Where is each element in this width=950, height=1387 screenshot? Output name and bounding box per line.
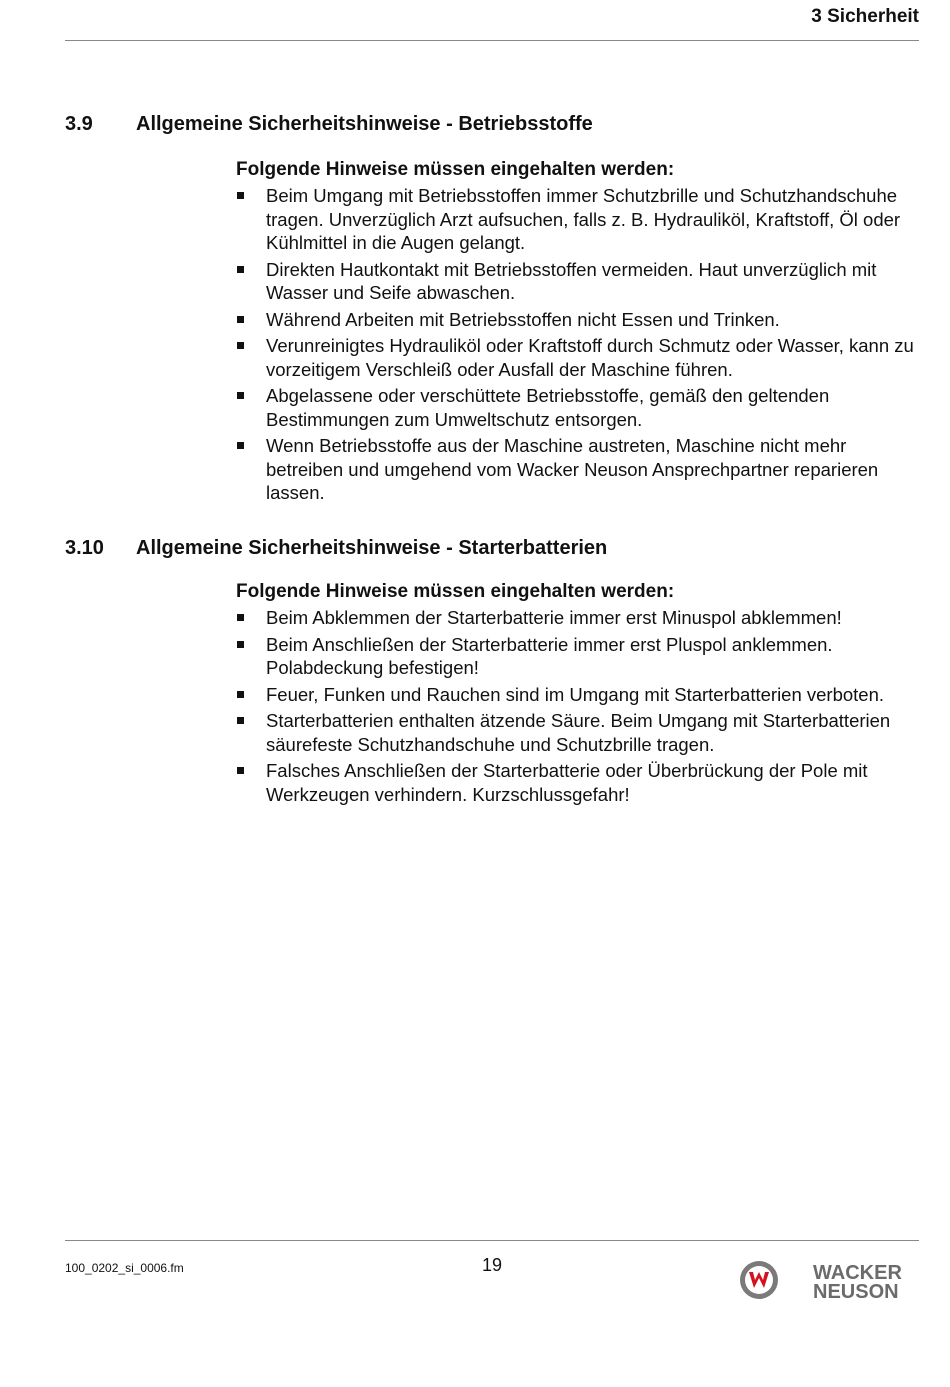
list-item: Falsches Anschließen der Starterbatterie oder Überbrückung der Pole mit Werkzeugen verhindern. Kurzschlussgefahr! xyxy=(236,759,919,806)
section-title: Allgemeine Sicherheitshinweise - Betriebsstoffe xyxy=(136,113,593,135)
logo-graphic xyxy=(738,1258,920,1302)
list-item: Während Arbeiten mit Betriebsstoffen nicht Essen und Trinken. xyxy=(236,308,919,332)
bullet-icon xyxy=(237,442,244,449)
instruction-list xyxy=(236,184,919,505)
source-filename: 100_0202_si_0006.fm xyxy=(65,1261,184,1275)
list-item: Beim Anschließen der Starterbatterie immer erst Pluspol anklemmen. Polabdeckung befestigen! xyxy=(236,633,919,680)
logo-ring-inner xyxy=(745,1266,773,1294)
section-intro: Folgende Hinweise müssen eingehalten werden: xyxy=(236,581,675,602)
wacker-neuson-logo xyxy=(738,1258,920,1302)
header-divider xyxy=(65,40,919,41)
section-heading xyxy=(65,537,919,560)
bullet-icon xyxy=(237,316,244,323)
list-item: Wenn Betriebsstoffe aus der Maschine austreten, Maschine nicht mehr betreiben und umgehend vom Wacker Neuson Ansprechpartner reparieren lassen. xyxy=(236,434,919,505)
list-item: Abgelassene oder verschüttete Betriebsstoffe, gemäß den geltenden Bestimmungen zum Umweltschutz entsorgen. xyxy=(236,384,919,431)
footer-divider xyxy=(65,1240,919,1241)
section-intro: Folgende Hinweise müssen eingehalten werden: xyxy=(236,159,675,180)
bullet-icon xyxy=(237,614,244,621)
list-item: Beim Abklemmen der Starterbatterie immer erst Minuspol abklemmen! xyxy=(236,606,919,630)
chapter-title: 3 Sicherheit xyxy=(811,6,919,27)
bullet-icon xyxy=(237,641,244,648)
section-number: 3.10 xyxy=(65,537,104,559)
bullet-icon xyxy=(237,192,244,199)
list-item: Verunreinigtes Hydrauliköl oder Kraftstoff durch Schmutz oder Wasser, kann zu vorzeitigem Verschleiß oder Ausfall der Maschine führen. xyxy=(236,334,919,381)
list-item: Direkten Hautkontakt mit Betriebsstoffen vermeiden. Haut unverzüglich mit Wasser und Seife abwaschen. xyxy=(236,258,919,305)
section-starter-batteries xyxy=(65,537,919,806)
list-item: Feuer, Funken und Rauchen sind im Umgang mit Starterbatterien verboten. xyxy=(236,683,919,707)
logo-wordmark-line1: WACKER xyxy=(813,1262,902,1284)
bullet-icon xyxy=(237,392,244,399)
bullet-icon xyxy=(237,342,244,349)
section-operating-fluids xyxy=(65,113,919,505)
bullet-icon xyxy=(237,717,244,724)
section-number: 3.9 xyxy=(65,113,93,135)
section-title: Allgemeine Sicherheitshinweise - Starterbatterien xyxy=(136,537,608,559)
list-item: Beim Umgang mit Betriebsstoffen immer Schutzbrille und Schutzhandschuhe tragen. Unverzüglich Arzt aufsuchen, falls z. B. Hydrauliköl, Kraftstoff, Öl oder Kühlmittel in die Augen gelangt. xyxy=(236,184,919,255)
page-number: 19 xyxy=(482,1255,503,1275)
bullet-icon xyxy=(237,691,244,698)
logo-wordmark-line2: NEUSON xyxy=(813,1281,899,1302)
section-heading xyxy=(65,113,919,136)
bullet-icon xyxy=(237,767,244,774)
bullet-icon xyxy=(237,266,244,273)
instruction-list xyxy=(236,606,919,806)
list-item: Starterbatterien enthalten ätzende Säure. Beim Umgang mit Starterbatterien säurefeste Schutzhandschuhe und Schutzbrille tragen. xyxy=(236,709,919,756)
